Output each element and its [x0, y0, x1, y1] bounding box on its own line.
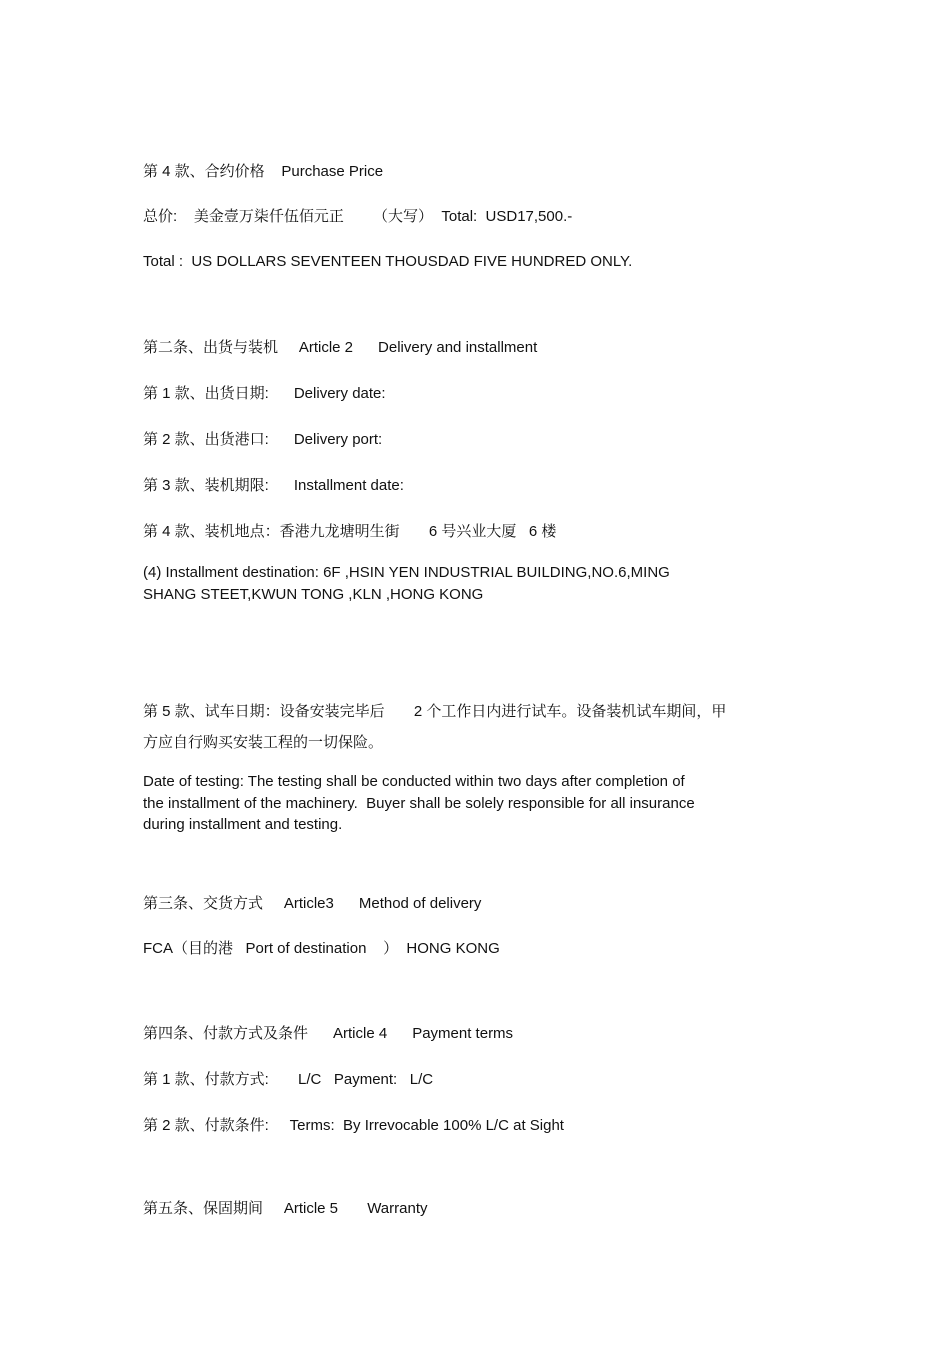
- testing-date-chinese-paragraph: [143, 696, 783, 758]
- paragraph-line: the installment of the machinery. Buyer shall be solely responsible for all insurance: [143, 794, 695, 812]
- payment-method-line: 第 1 款、付款方式: L/C Payment: L/C: [143, 1071, 434, 1088]
- installment-location-chinese: 第 4 款、装机地点：香港九龙塘明生街 6 号兴业大厦 6 楼: [143, 523, 557, 540]
- article4-heading: 第四条、付款方式及条件 Article 4 Payment terms: [143, 1025, 514, 1042]
- paragraph-line: 方应自行购买安装工程的一切保险。: [143, 734, 384, 751]
- paragraph-line: 第 5 款、试车日期：设备安装完毕后 2 个工作日内进行试车。设备装机试车期间，甲: [143, 703, 727, 720]
- clause4-purchase-price-heading: 第 4 款、合约价格 Purchase Price: [143, 163, 384, 180]
- testing-date-english-paragraph: [143, 771, 783, 836]
- paragraph-line: during installment and testing.: [143, 816, 343, 833]
- article3-heading: 第三条、交货方式 Article3 Method of delivery: [143, 895, 482, 912]
- total-price-english: Total : US DOLLARS SEVENTEEN THOUSDAD FIVE HUNDRED ONLY.: [143, 253, 633, 270]
- total-price-chinese: 总价: 美金壹万柒仟伍佰元正 （大写） Total: USD17,500.-: [143, 208, 573, 225]
- installment-date-line: 第 3 款、装机期限: Installment date:: [143, 477, 404, 494]
- payment-terms-line: 第 2 款、付款条件: Terms: By Irrevocable 100% L/C at Sight: [143, 1117, 564, 1134]
- delivery-port-line: 第 2 款、出货港口: Delivery port:: [143, 431, 383, 448]
- fca-port-line: FCA（目的港 Port of destination ） HONG KONG: [143, 940, 500, 957]
- paragraph-line: (4) Installment destination: 6F ,HSIN YEN INDUSTRIAL BUILDING,NO.6,MING: [143, 564, 670, 581]
- paragraph-line: Date of testing: The testing shall be conducted within two days after completion of: [143, 773, 685, 790]
- installment-destination-paragraph: [143, 562, 783, 605]
- article5-heading: 第五条、保固期间 Article 5 Warranty: [143, 1200, 428, 1217]
- article2-heading: 第二条、出货与装机 Article 2 Delivery and installment: [143, 339, 538, 356]
- paragraph-line: SHANG STEET,KWUN TONG ,KLN ,HONG KONG: [143, 585, 484, 603]
- delivery-date-line: 第 1 款、出货日期: Delivery date:: [143, 385, 386, 402]
